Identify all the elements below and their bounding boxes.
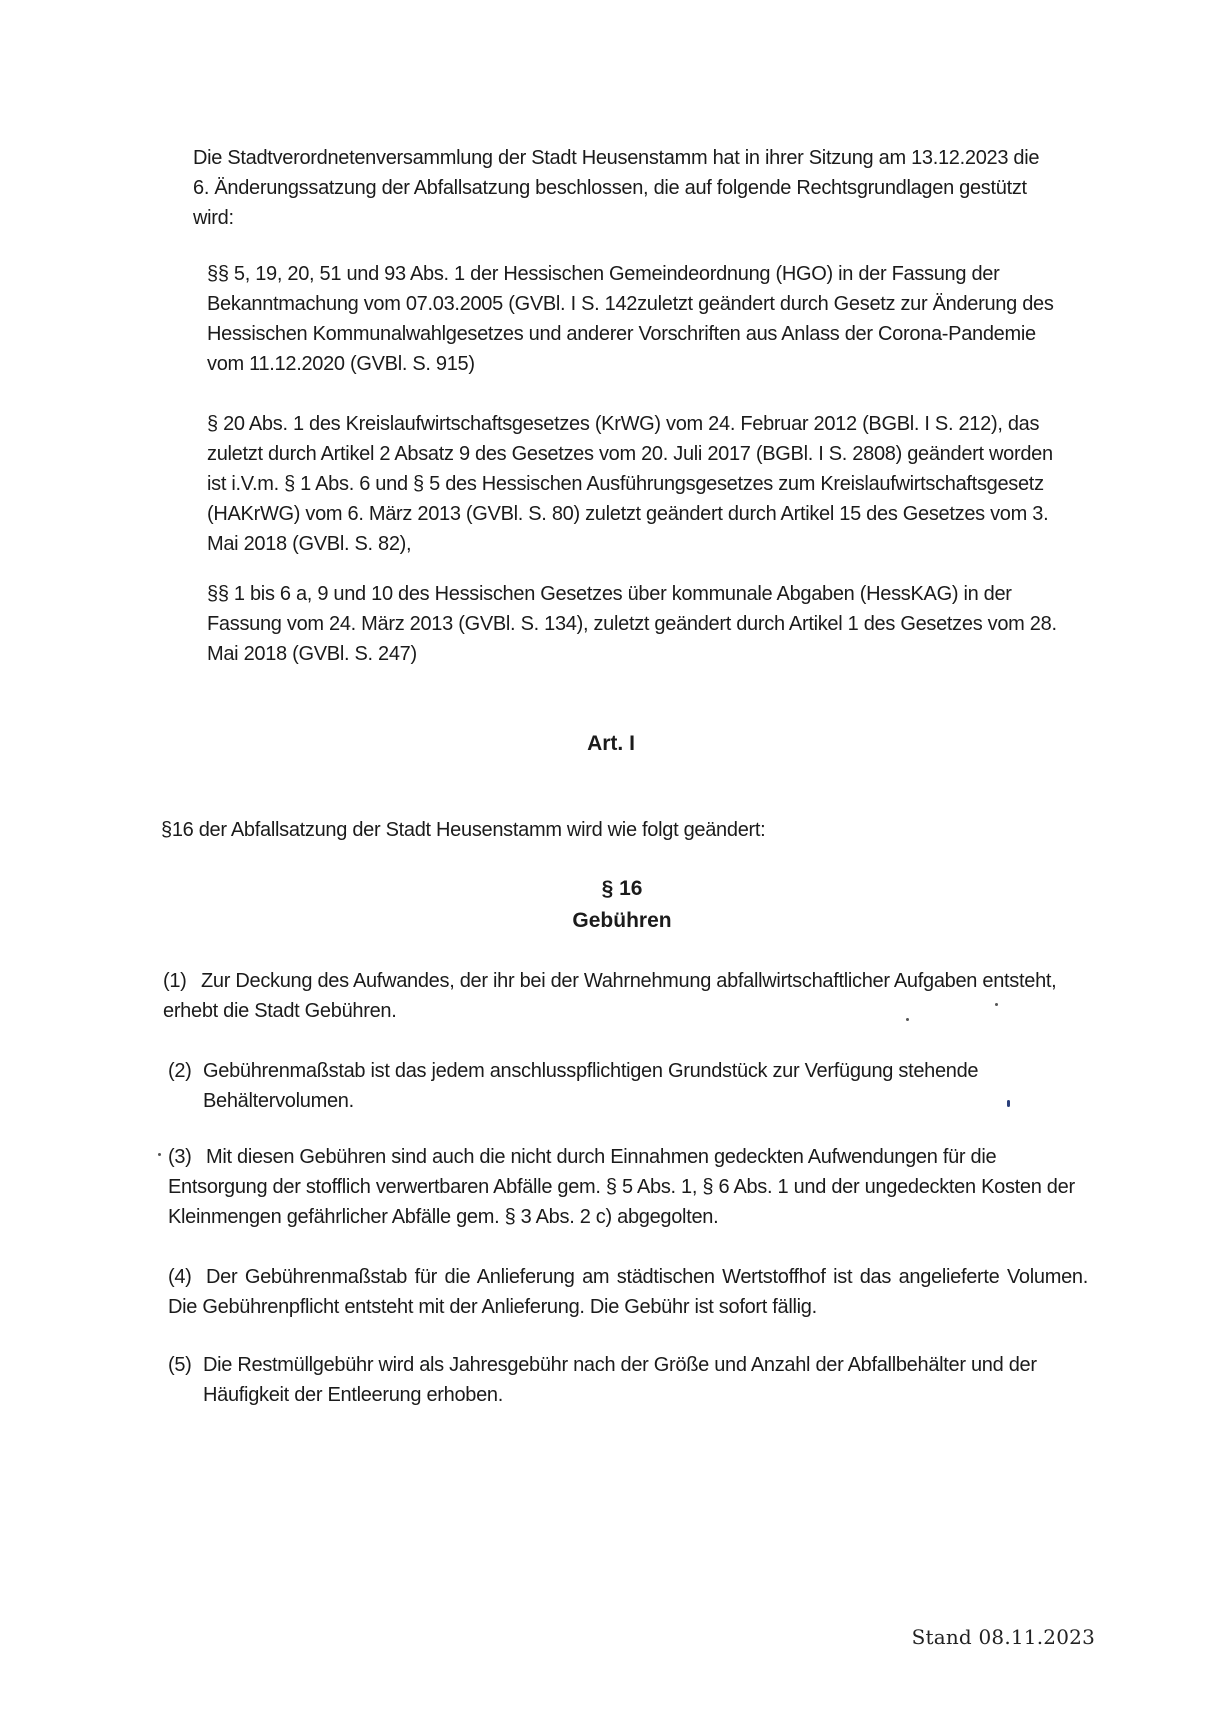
section-title: Gebühren	[572, 909, 672, 932]
scan-speck	[158, 1153, 161, 1156]
section-number: § 16	[601, 877, 643, 900]
paragraph-text: Zur Deckung des Aufwandes, der ihr bei der Wahrnehmung abfallwirtschaftlicher Aufgaben entsteht, erhebt die Stadt Gebühren.	[163, 970, 1057, 1022]
paragraph-text: Der Gebührenmaßstab für die Anlieferung am städtischen Wertstoffhof ist das angelieferte Volumen. Die Gebührenpflicht entsteht mit der Anlieferung. Die Gebühr ist sofort fällig.	[168, 1266, 1088, 1318]
version-stamp: Stand 08.11.2023	[911, 1625, 1095, 1649]
scan-speck	[995, 1003, 998, 1006]
paragraph-1	[163, 966, 1083, 1026]
scan-speck	[1007, 1100, 1010, 1107]
paragraph-text: Gebührenmaßstab ist das jedem anschlusspflichtigen Grundstück zur Verfügung stehende Behältervolumen.	[203, 1060, 979, 1112]
paragraph-number: (5)	[168, 1354, 192, 1376]
paragraph-text: Mit diesen Gebühren sind auch die nicht durch Einnahmen gedeckten Aufwendungen für die Entsorgung der stofflich verwertbaren Abfälle gem. § 5 Abs. 1, § 6 Abs. 1 und der ungedeckten Kosten der Kleinmengen gefährlicher Abfälle gem. § 3 Abs. 2 c) abgegolten.	[168, 1146, 1075, 1228]
paragraph-number: (2)	[168, 1060, 192, 1082]
scan-speck	[906, 1018, 909, 1021]
paragraph-4	[168, 1262, 1088, 1322]
article-heading: Art. I	[587, 732, 635, 755]
legal-basis-hesskag: §§ 1 bis 6 a, 9 und 10 des Hessischen Gesetzes über kommunale Abgaben (HessKAG) in der Fassung vom 24. März 2013 (GVBl. S. 134), zuletzt geändert durch Artikel 1 des Gesetzes vom 28. Mai 2018 (GVBl. S. 247)	[207, 583, 1057, 665]
paragraph-3	[168, 1142, 1088, 1232]
paragraph-number: (3)	[168, 1146, 192, 1168]
paragraph-text: Die Restmüllgebühr wird als Jahresgebühr nach der Größe und Anzahl der Abfallbehälter und der Häufigkeit der Entleerung erhoben.	[203, 1354, 1037, 1406]
legal-basis-hgo: §§ 5, 19, 20, 51 und 93 Abs. 1 der Hessischen Gemeindeordnung (HGO) in der Fassung der Bekanntmachung vom 07.03.2005 (GVBl. I S. 142zuletzt geändert durch Gesetz zur Änderung des Hessischen Kommunalwahlgesetzes und anderer Vorschriften aus Anlass der Corona-Pandemie vom 11.12.2020 (GVBl. S. 915)	[207, 263, 1054, 375]
paragraph-number: (1)	[163, 970, 187, 992]
legal-basis-krwg: § 20 Abs. 1 des Kreislaufwirtschaftsgesetzes (KrWG) vom 24. Februar 2012 (BGBl. I S. 212), das zuletzt durch Artikel 2 Absatz 9 des Gesetzes vom 20. Juli 2017 (BGBl. I S. 2808) geändert worden ist i.V.m. § 1 Abs. 6 und § 5 des Hessischen Ausführungsgesetzes zum Kreislaufwirtschaftsgesetz (HAKrWG) vom 6. März 2013 (GVBl. S. 80) zuletzt geändert durch Artikel 15 des Gesetzes vom 3. Mai 2018 (GVBl. S. 82),	[207, 413, 1053, 555]
paragraph-2	[168, 1056, 1123, 1116]
paragraph-5	[168, 1350, 1123, 1410]
intro-paragraph: Die Stadtverordnetenversammlung der Stadt Heusenstamm hat in ihrer Sitzung am 13.12.2023 die 6. Änderungssatzung der Abfallsatzung beschlossen, die auf folgende Rechtsgrundlagen gestützt wird:	[193, 147, 1040, 229]
amendment-line: §16 der Abfallsatzung der Stadt Heusenstamm wird wie folgt geändert:	[161, 819, 766, 841]
paragraph-number: (4)	[168, 1266, 192, 1288]
